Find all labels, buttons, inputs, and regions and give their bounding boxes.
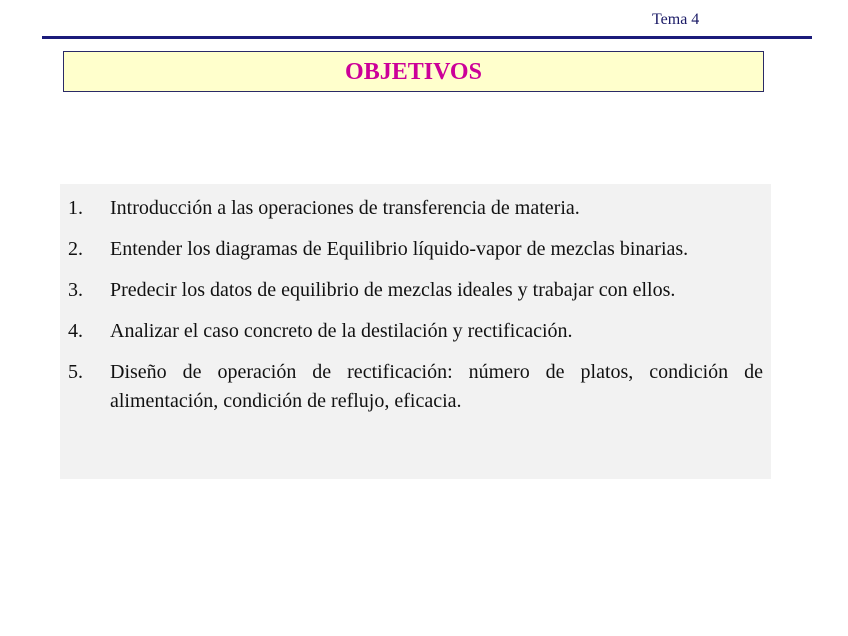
list-item-number: 2. xyxy=(68,238,83,260)
list-item xyxy=(68,358,763,416)
list-item-text: Analizar el caso concreto de la destilación y rectificación. xyxy=(110,320,573,342)
list-item-text: Entender los diagramas de Equilibrio líquido-vapor de mezclas binarias. xyxy=(110,238,689,260)
objectives-panel xyxy=(60,184,771,479)
list-item-text: Diseño de operación de rectificación: número de platos, condición de alimentación, condición de reflujo, eficacia. xyxy=(110,361,763,412)
list-item-number: 1. xyxy=(68,197,83,219)
list-item-text: Introducción a las operaciones de transferencia de materia. xyxy=(110,197,580,219)
header-rule xyxy=(42,36,812,39)
chapter-label: Tema 4 xyxy=(652,11,700,28)
list-item-number: 5. xyxy=(68,361,83,383)
list-item-text: Predecir los datos de equilibrio de mezclas ideales y trabajar con ellos. xyxy=(110,279,676,301)
list-item xyxy=(68,276,763,305)
list-item xyxy=(68,317,763,346)
list-item-number: 3. xyxy=(68,279,83,301)
objectives-list xyxy=(60,184,771,416)
list-item xyxy=(68,194,763,223)
title-box xyxy=(63,51,764,92)
list-item xyxy=(68,235,763,264)
list-item-number: 4. xyxy=(68,320,83,342)
page-title: OBJETIVOS xyxy=(345,59,482,85)
